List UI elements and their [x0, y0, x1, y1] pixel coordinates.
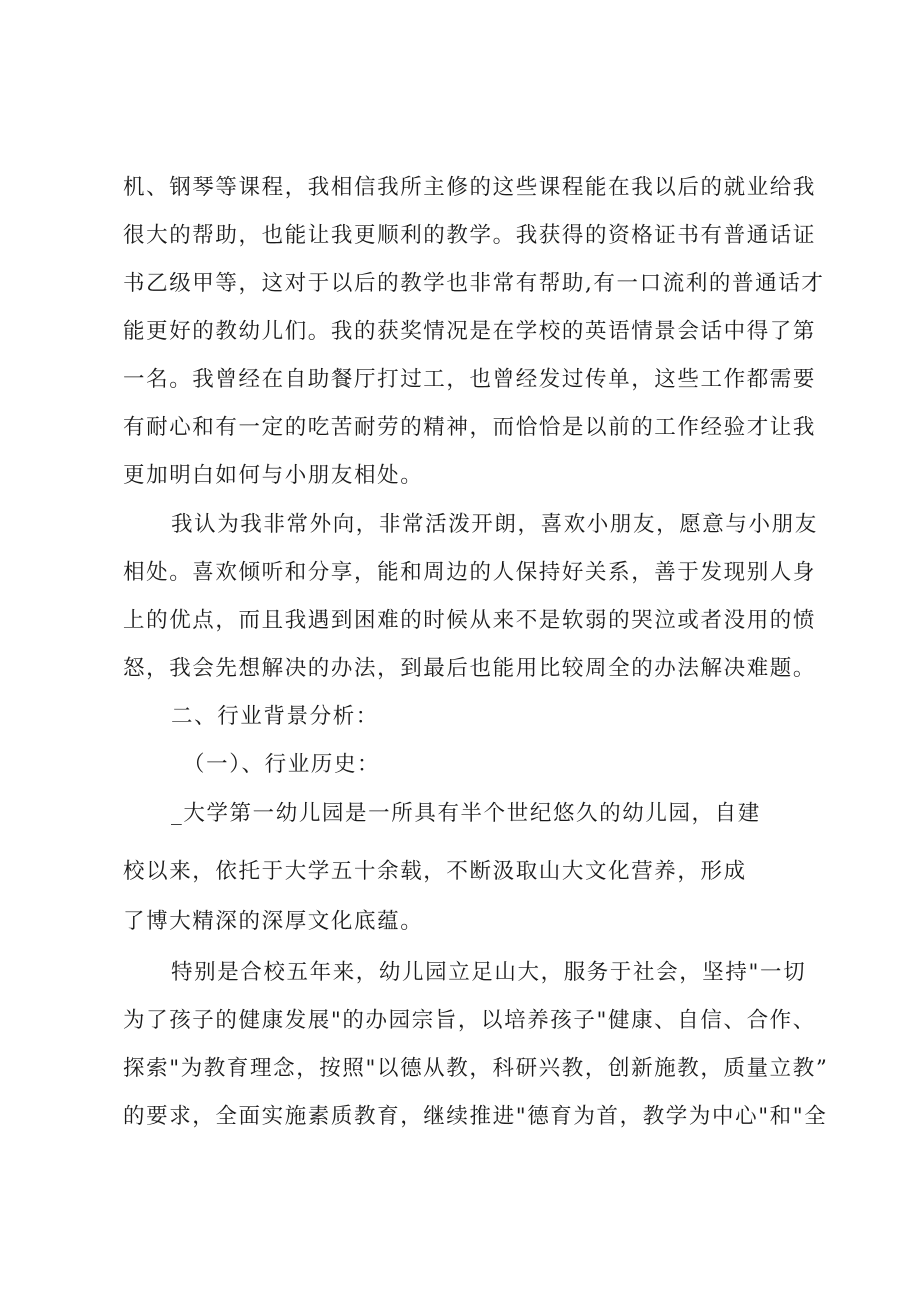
- text-line: 探索"为教育理念，按照"以德从教，科研兴教，创新施教，质量立教”: [123, 1056, 829, 1081]
- paragraph-first-line: 特别是合校五年来，幼儿园立足山大，服务于社会，坚持"一切: [171, 960, 807, 985]
- section-heading: 二、行业背景分析：: [171, 704, 379, 729]
- text-line: 为了孩子的健康发展"的办园宗旨，以培养孩子"健康、自信、合作、: [123, 1008, 816, 1033]
- subsection-heading: （一）、行业历史：: [183, 752, 381, 777]
- text-line: 怒，我会先想解决的办法，到最后也能用比较周全的办法解决难题。: [123, 656, 817, 681]
- text-line: 的要求，全面实施素质教育，继续推进"德育为首，教学为中心"和"全: [123, 1104, 828, 1129]
- text-line: 很大的帮助，也能让我更顺利的教学。我获得的资格证书有普通话证: [123, 223, 817, 248]
- text-line: 了博大精深的深厚文化底蕴。: [123, 909, 424, 934]
- text-line: 上的优点，而且我遇到困难的时候从来不是软弱的哭泣或者没用的愤: [123, 608, 817, 633]
- paragraph-first-line: _大学第一幼儿园是一所具有半个世纪悠久的幼儿园，自建: [171, 801, 761, 826]
- text-line: 有耐心和有一定的吃苦耐劳的精神，而恰恰是以前的工作经验才让我: [123, 415, 817, 440]
- text-line: 机、钢琴等课程，我相信我所主修的这些课程能在我以后的就业给我: [123, 175, 817, 200]
- text-line: 校以来，依托于大学五十余载，不断汲取山大文化营养，形成: [123, 859, 747, 884]
- text-line: 相处。喜欢倾听和分享，能和周边的人保持好关系，善于发现别人身: [123, 560, 817, 585]
- paragraph-first-line: 我认为我非常外向，非常活泼开朗，喜欢小朋友，愿意与小朋友: [171, 512, 818, 537]
- text-line: 一名。我曾经在自助餐厅打过工，也曾经发过传单，这些工作都需要: [123, 367, 817, 392]
- text-line: 书乙级甲等，这对于以后的教学也非常有帮助,有一口流利的普通话才: [123, 271, 825, 296]
- text-line: 更加明白如何与小朋友相处。: [123, 463, 424, 488]
- text-line: 能更好的教幼儿们。我的获奖情况是在学校的英语情景会话中得了第: [123, 319, 817, 344]
